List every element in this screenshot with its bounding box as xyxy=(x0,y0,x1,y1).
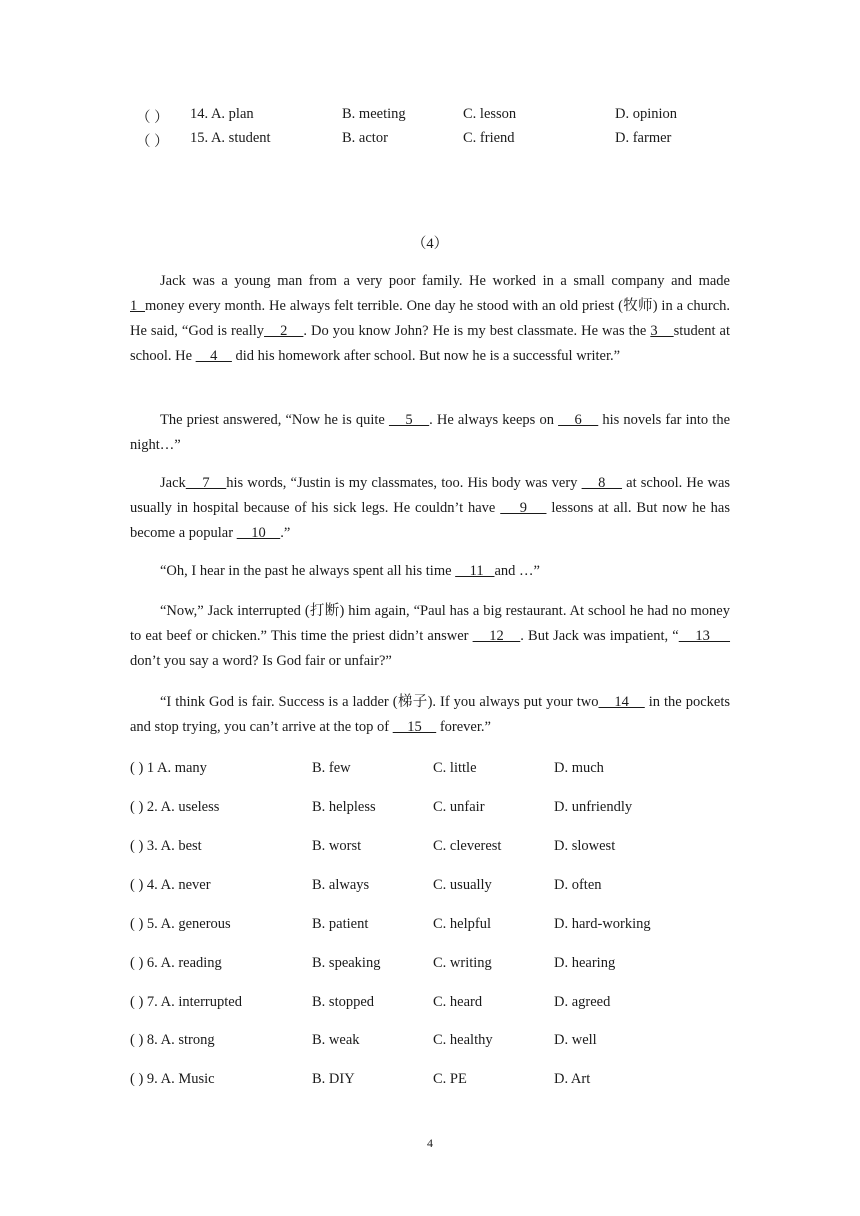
text: Jack xyxy=(160,475,186,491)
option-d: D. hard-working xyxy=(554,916,651,932)
option-c: C. writing xyxy=(433,955,492,971)
text: . But Jack was impatient, “ xyxy=(520,628,679,644)
option-row-3 xyxy=(0,838,860,858)
option-row-5 xyxy=(0,916,860,936)
option-d: D. hearing xyxy=(554,955,616,971)
text: his words, “Justin is my classmates, too. His body was very xyxy=(226,475,582,491)
option-stem: ( ) 7. A. interrupted xyxy=(130,994,242,1010)
option-d: D. much xyxy=(554,760,604,776)
text: .” xyxy=(280,525,291,541)
blank-3: 3 xyxy=(650,323,674,339)
text: in the pockets and stop trying, you can’t arrive at the top of xyxy=(130,694,731,735)
text: “Oh, I hear in the past he always spent all his time xyxy=(160,563,456,579)
text: his novels far into the night…” xyxy=(130,412,731,453)
text: forever.” xyxy=(436,719,491,735)
option-row-15 xyxy=(0,130,860,150)
option-c: C. unfair xyxy=(433,799,485,815)
blank-11: 11 xyxy=(455,563,495,579)
answer-paren: （ ） xyxy=(136,110,169,126)
option-stem: ( ) 3. A. best xyxy=(130,838,202,854)
passage-paragraph-3 xyxy=(130,471,730,546)
option-c: C. usually xyxy=(433,877,492,893)
blank-4: 4 xyxy=(195,348,232,364)
passage-paragraph-4 xyxy=(130,559,730,584)
option-c: C. little xyxy=(433,760,477,776)
option-b: B. few xyxy=(312,760,351,776)
passage-paragraph-5 xyxy=(130,599,730,674)
option-c: C. heard xyxy=(433,994,483,1010)
option-stem: ( ) 4. A. never xyxy=(130,877,211,893)
option-d: D. farmer xyxy=(615,130,672,146)
option-stem: ( ) 9. A. Music xyxy=(130,1071,215,1087)
option-d: D. unfriendly xyxy=(554,799,633,815)
text: at school. He was usually in hospital because of his sick legs. He couldn’t have xyxy=(130,475,731,516)
option-b: B. meeting xyxy=(342,106,406,122)
option-row-1 xyxy=(0,760,860,780)
answer-paren: （ ） xyxy=(136,134,169,150)
blank-14: 14 xyxy=(598,694,645,710)
text: did his homework after school. But now he is a successful writer.” xyxy=(231,348,621,364)
blank-12: 12 xyxy=(472,628,521,644)
option-stem: ( ) 2. A. useless xyxy=(130,799,220,815)
text: money every month. He always felt terrible. One day he stood with an old priest (牧师) in a church. He said, “God is really xyxy=(130,298,730,339)
option-c: C. friend xyxy=(463,130,515,146)
blank-15: 15 xyxy=(392,719,437,735)
option-c: C. PE xyxy=(433,1071,467,1087)
option-b: B. weak xyxy=(312,1032,360,1048)
text: Jack was a young man from a very poor family. He worked in a small company and made xyxy=(160,273,730,289)
option-d: D. well xyxy=(554,1032,597,1048)
text: lessons at all. But now he has become a popular xyxy=(130,500,730,541)
blank-6: 6 xyxy=(558,412,599,428)
option-d: D. slowest xyxy=(554,838,616,854)
option-row-6 xyxy=(0,955,860,975)
passage-paragraph-2 xyxy=(130,408,730,458)
option-b: B. helpless xyxy=(312,799,376,815)
option-b: B. stopped xyxy=(312,994,375,1010)
text: student at school. He xyxy=(130,323,731,364)
option-stem: 15. A. student xyxy=(190,130,271,146)
blank-13: 13 xyxy=(678,628,731,644)
option-row-7 xyxy=(0,994,860,1014)
text: “I think God is fair. Success is a ladder (梯子). If you always put your two xyxy=(160,694,599,710)
text: . Do you know John? He is my best classmate. He was the xyxy=(303,323,651,339)
option-d: D. opinion xyxy=(615,106,678,122)
option-stem: ( ) 1 A. many xyxy=(130,760,207,776)
option-d: D. Art xyxy=(554,1071,591,1087)
option-b: B. worst xyxy=(312,838,362,854)
option-b: B. always xyxy=(312,877,370,893)
option-row-2 xyxy=(0,799,860,819)
blank-7: 7 xyxy=(185,475,227,491)
option-row-9 xyxy=(0,1071,860,1091)
blank-5: 5 xyxy=(388,412,430,428)
option-c: C. lesson xyxy=(463,106,517,122)
page-number: 4 xyxy=(427,1136,433,1150)
option-c: C. cleverest xyxy=(433,838,502,854)
option-stem: ( ) 5. A. generous xyxy=(130,916,231,932)
blank-1: 1 xyxy=(130,298,146,314)
option-stem: ( ) 6. A. reading xyxy=(130,955,222,971)
option-row-4 xyxy=(0,877,860,897)
passage-paragraph-1 xyxy=(130,269,730,369)
blank-2: 2 xyxy=(264,323,304,339)
option-stem: 14. A. plan xyxy=(190,106,254,122)
blank-10: 10 xyxy=(236,525,281,541)
option-row-8 xyxy=(0,1032,860,1052)
option-b: B. speaking xyxy=(312,955,381,971)
passage-paragraph-6 xyxy=(130,690,730,740)
text: The priest answered, “Now he is quite xyxy=(160,412,389,428)
blank-8: 8 xyxy=(581,475,623,491)
option-c: C. helpful xyxy=(433,916,491,932)
blank-9: 9 xyxy=(500,500,547,516)
option-b: B. DIY xyxy=(312,1071,355,1087)
text: and …” xyxy=(494,563,540,579)
option-stem: ( ) 8. A. strong xyxy=(130,1032,215,1048)
option-d: D. often xyxy=(554,877,602,893)
option-row-14 xyxy=(0,106,860,126)
option-b: B. actor xyxy=(342,130,388,146)
option-c: C. healthy xyxy=(433,1032,493,1048)
text: don’t you say a word? Is God fair or unfair?” xyxy=(130,653,392,669)
option-d: D. agreed xyxy=(554,994,611,1010)
option-b: B. patient xyxy=(312,916,369,932)
text: . He always keeps on xyxy=(429,412,559,428)
section-title: （4） xyxy=(411,236,449,252)
text: “Now,” Jack interrupted (打断) him again, “Paul has a big restaurant. At school he had no money to eat beef or chicken.” This time the priest didn’t answer xyxy=(130,603,730,644)
